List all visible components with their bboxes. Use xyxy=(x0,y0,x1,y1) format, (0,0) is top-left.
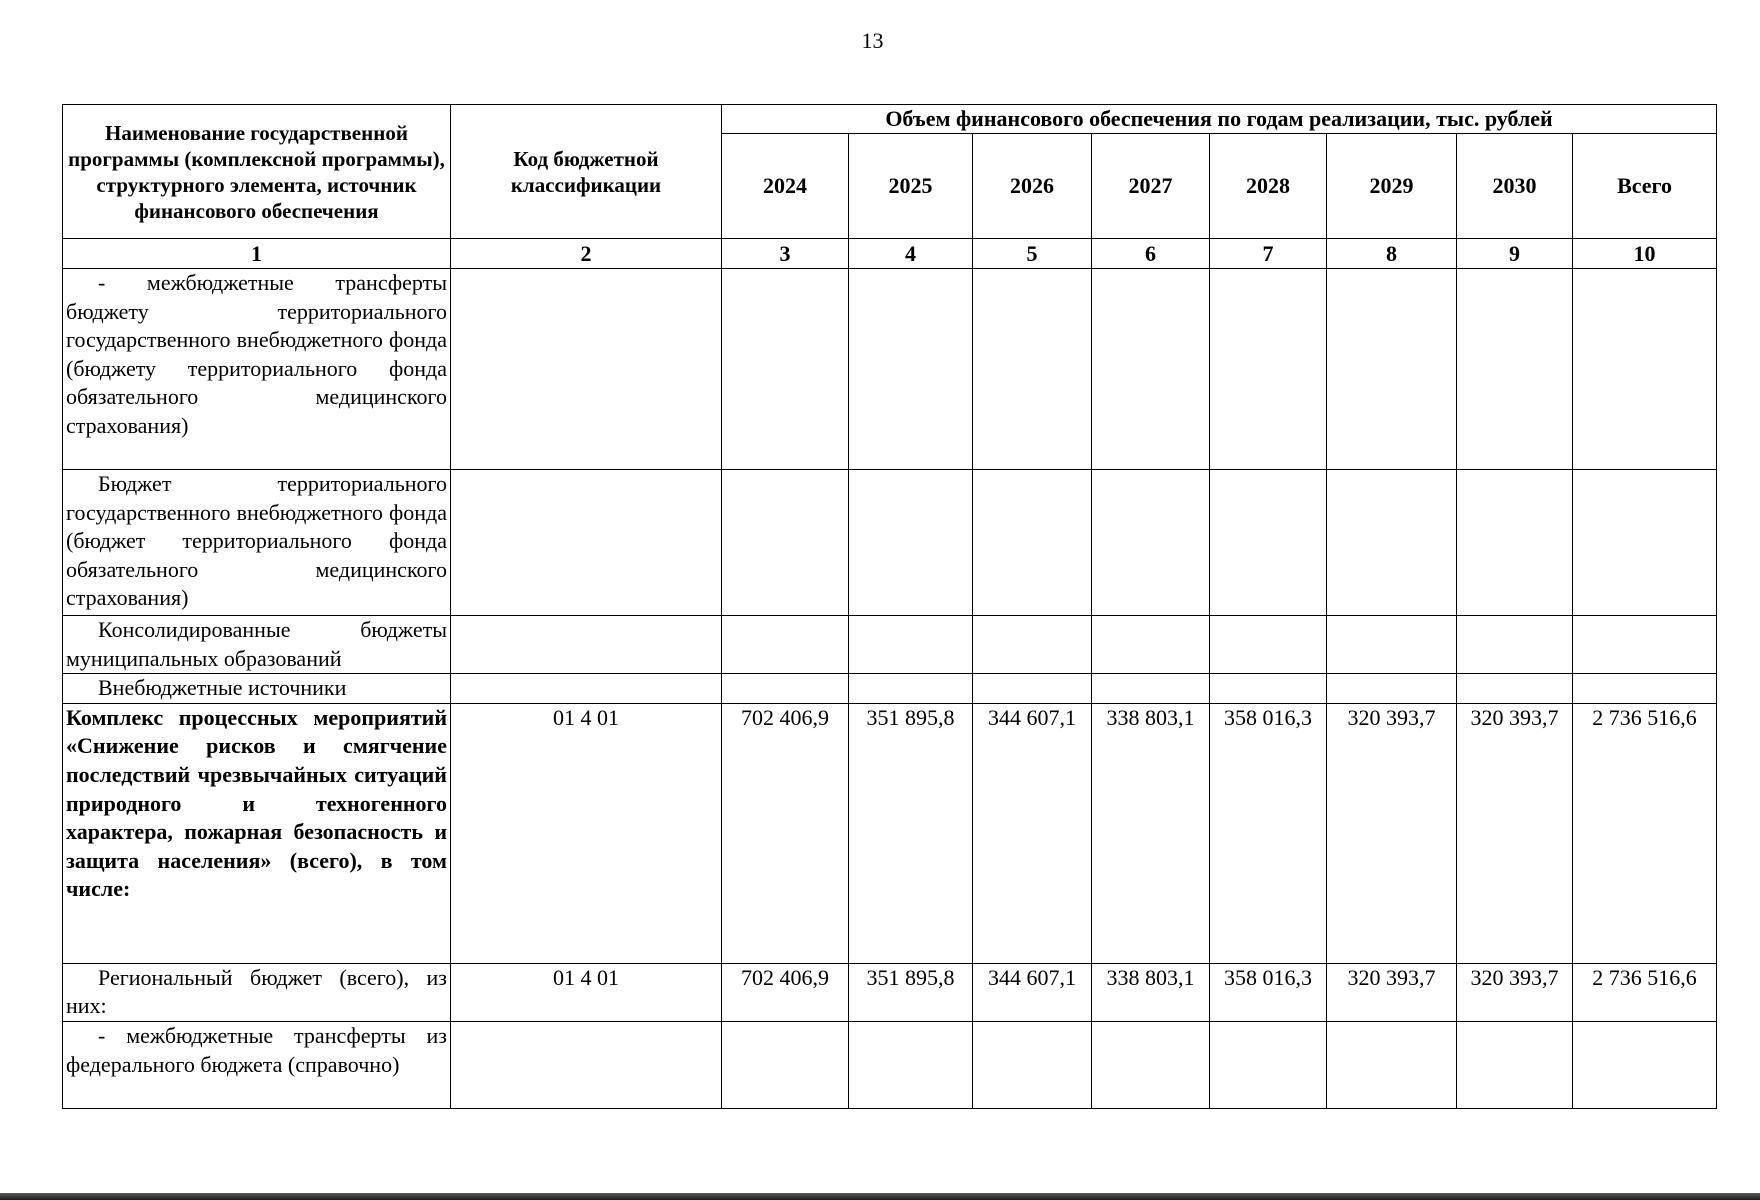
value-total xyxy=(1573,470,1717,616)
value-2030 xyxy=(1457,674,1573,704)
value-2027 xyxy=(1092,269,1210,470)
header-year-2025: 2025 xyxy=(849,134,973,239)
value-2025 xyxy=(849,269,973,470)
row-code: 01 4 01 xyxy=(451,963,722,1021)
value-2025: 351 895,8 xyxy=(849,963,973,1021)
column-number: 3 xyxy=(722,239,849,269)
row-name: Бюджет территориального государственного внебюджетного фонда (бюджет территориального фонда обязательного медицинского страхования) xyxy=(63,470,451,616)
table-row xyxy=(63,470,1717,616)
value-2025 xyxy=(849,674,973,704)
value-2026 xyxy=(973,616,1092,674)
value-2028: 358 016,3 xyxy=(1210,703,1327,963)
column-number: 4 xyxy=(849,239,973,269)
header-total: Всего xyxy=(1573,134,1717,239)
value-2030 xyxy=(1457,616,1573,674)
column-number: 9 xyxy=(1457,239,1573,269)
value-2027: 338 803,1 xyxy=(1092,963,1210,1021)
column-number-row xyxy=(63,239,1717,269)
column-number: 7 xyxy=(1210,239,1327,269)
header-year-2028: 2028 xyxy=(1210,134,1327,239)
value-2025: 351 895,8 xyxy=(849,703,973,963)
value-2029 xyxy=(1327,269,1457,470)
financing-table xyxy=(62,104,1717,1109)
value-2029 xyxy=(1327,470,1457,616)
value-2029 xyxy=(1327,616,1457,674)
value-total xyxy=(1573,616,1717,674)
table-row xyxy=(63,674,1717,704)
value-2026: 344 607,1 xyxy=(973,703,1092,963)
header-funding-group: Объем финансового обеспечения по годам реализации, тыс. рублей xyxy=(722,105,1717,134)
value-2024 xyxy=(722,269,849,470)
header-year-2026: 2026 xyxy=(973,134,1092,239)
row-name: Консолидированные бюджеты муниципальных образований xyxy=(63,616,451,674)
value-2030 xyxy=(1457,1021,1573,1108)
value-2026 xyxy=(973,470,1092,616)
row-code xyxy=(451,1021,722,1108)
page-number: 13 xyxy=(861,28,884,53)
row-code xyxy=(451,470,722,616)
column-number: 5 xyxy=(973,239,1092,269)
value-2024 xyxy=(722,1021,849,1108)
row-code xyxy=(451,269,722,470)
value-total: 2 736 516,6 xyxy=(1573,963,1717,1021)
value-2026: 344 607,1 xyxy=(973,963,1092,1021)
row-code xyxy=(451,674,722,704)
header-code-column: Код бюджетной классификации xyxy=(451,105,722,239)
value-2029 xyxy=(1327,674,1457,704)
value-2027 xyxy=(1092,1021,1210,1108)
value-2030 xyxy=(1457,269,1573,470)
value-2028 xyxy=(1210,674,1327,704)
row-name: Внебюджетные источники xyxy=(63,674,451,704)
row-name: - межбюджетные трансферты из федерального бюджета (справочно) xyxy=(63,1021,451,1108)
value-total xyxy=(1573,269,1717,470)
value-2028: 358 016,3 xyxy=(1210,963,1327,1021)
header-name-column: Наименование государственной программы (комплексной программы), структурного элемента, источник финансового обеспечения xyxy=(63,105,451,239)
value-2024 xyxy=(722,674,849,704)
value-2024: 702 406,9 xyxy=(722,963,849,1021)
value-2027 xyxy=(1092,674,1210,704)
row-code: 01 4 01 xyxy=(451,703,722,963)
value-2030: 320 393,7 xyxy=(1457,963,1573,1021)
column-number: 2 xyxy=(451,239,722,269)
value-2025 xyxy=(849,470,973,616)
header-year-2029: 2029 xyxy=(1327,134,1457,239)
column-number: 1 xyxy=(63,239,451,269)
row-code xyxy=(451,616,722,674)
column-number: 8 xyxy=(1327,239,1457,269)
table-row xyxy=(63,703,1717,963)
column-number: 10 xyxy=(1573,239,1717,269)
value-total: 2 736 516,6 xyxy=(1573,703,1717,963)
table-row xyxy=(63,963,1717,1021)
value-2028 xyxy=(1210,616,1327,674)
value-2024: 702 406,9 xyxy=(722,703,849,963)
value-2025 xyxy=(849,1021,973,1108)
value-2024 xyxy=(722,616,849,674)
header-year-2024: 2024 xyxy=(722,134,849,239)
value-2024 xyxy=(722,470,849,616)
value-2025 xyxy=(849,616,973,674)
table-row xyxy=(63,616,1717,674)
value-total xyxy=(1573,1021,1717,1108)
value-2029: 320 393,7 xyxy=(1327,963,1457,1021)
table-row xyxy=(63,269,1717,470)
value-2026 xyxy=(973,1021,1092,1108)
value-2030 xyxy=(1457,470,1573,616)
value-2029: 320 393,7 xyxy=(1327,703,1457,963)
value-total xyxy=(1573,674,1717,704)
value-2027 xyxy=(1092,616,1210,674)
scan-edge-bar xyxy=(0,1193,1760,1200)
value-2029 xyxy=(1327,1021,1457,1108)
value-2026 xyxy=(973,269,1092,470)
column-number: 6 xyxy=(1092,239,1210,269)
value-2028 xyxy=(1210,269,1327,470)
value-2027: 338 803,1 xyxy=(1092,703,1210,963)
header-year-2030: 2030 xyxy=(1457,134,1573,239)
row-name: - межбюджетные трансферты бюджету территориального государственного внебюджетного фонда (бюджету территориального фонда обязательного медицинского страхования) xyxy=(63,269,451,470)
value-2026 xyxy=(973,674,1092,704)
row-name: Региональный бюджет (всего), из них: xyxy=(63,963,451,1021)
value-2028 xyxy=(1210,1021,1327,1108)
table-row xyxy=(63,1021,1717,1108)
value-2027 xyxy=(1092,470,1210,616)
value-2030: 320 393,7 xyxy=(1457,703,1573,963)
header-year-2027: 2027 xyxy=(1092,134,1210,239)
value-2028 xyxy=(1210,470,1327,616)
row-name: Комплекс процессных мероприятий «Снижение рисков и смягчение последствий чрезвычайных ситуаций природного и техногенного характера, пожарная безопасность и защита населения» (всего), в том числе: xyxy=(63,703,451,963)
